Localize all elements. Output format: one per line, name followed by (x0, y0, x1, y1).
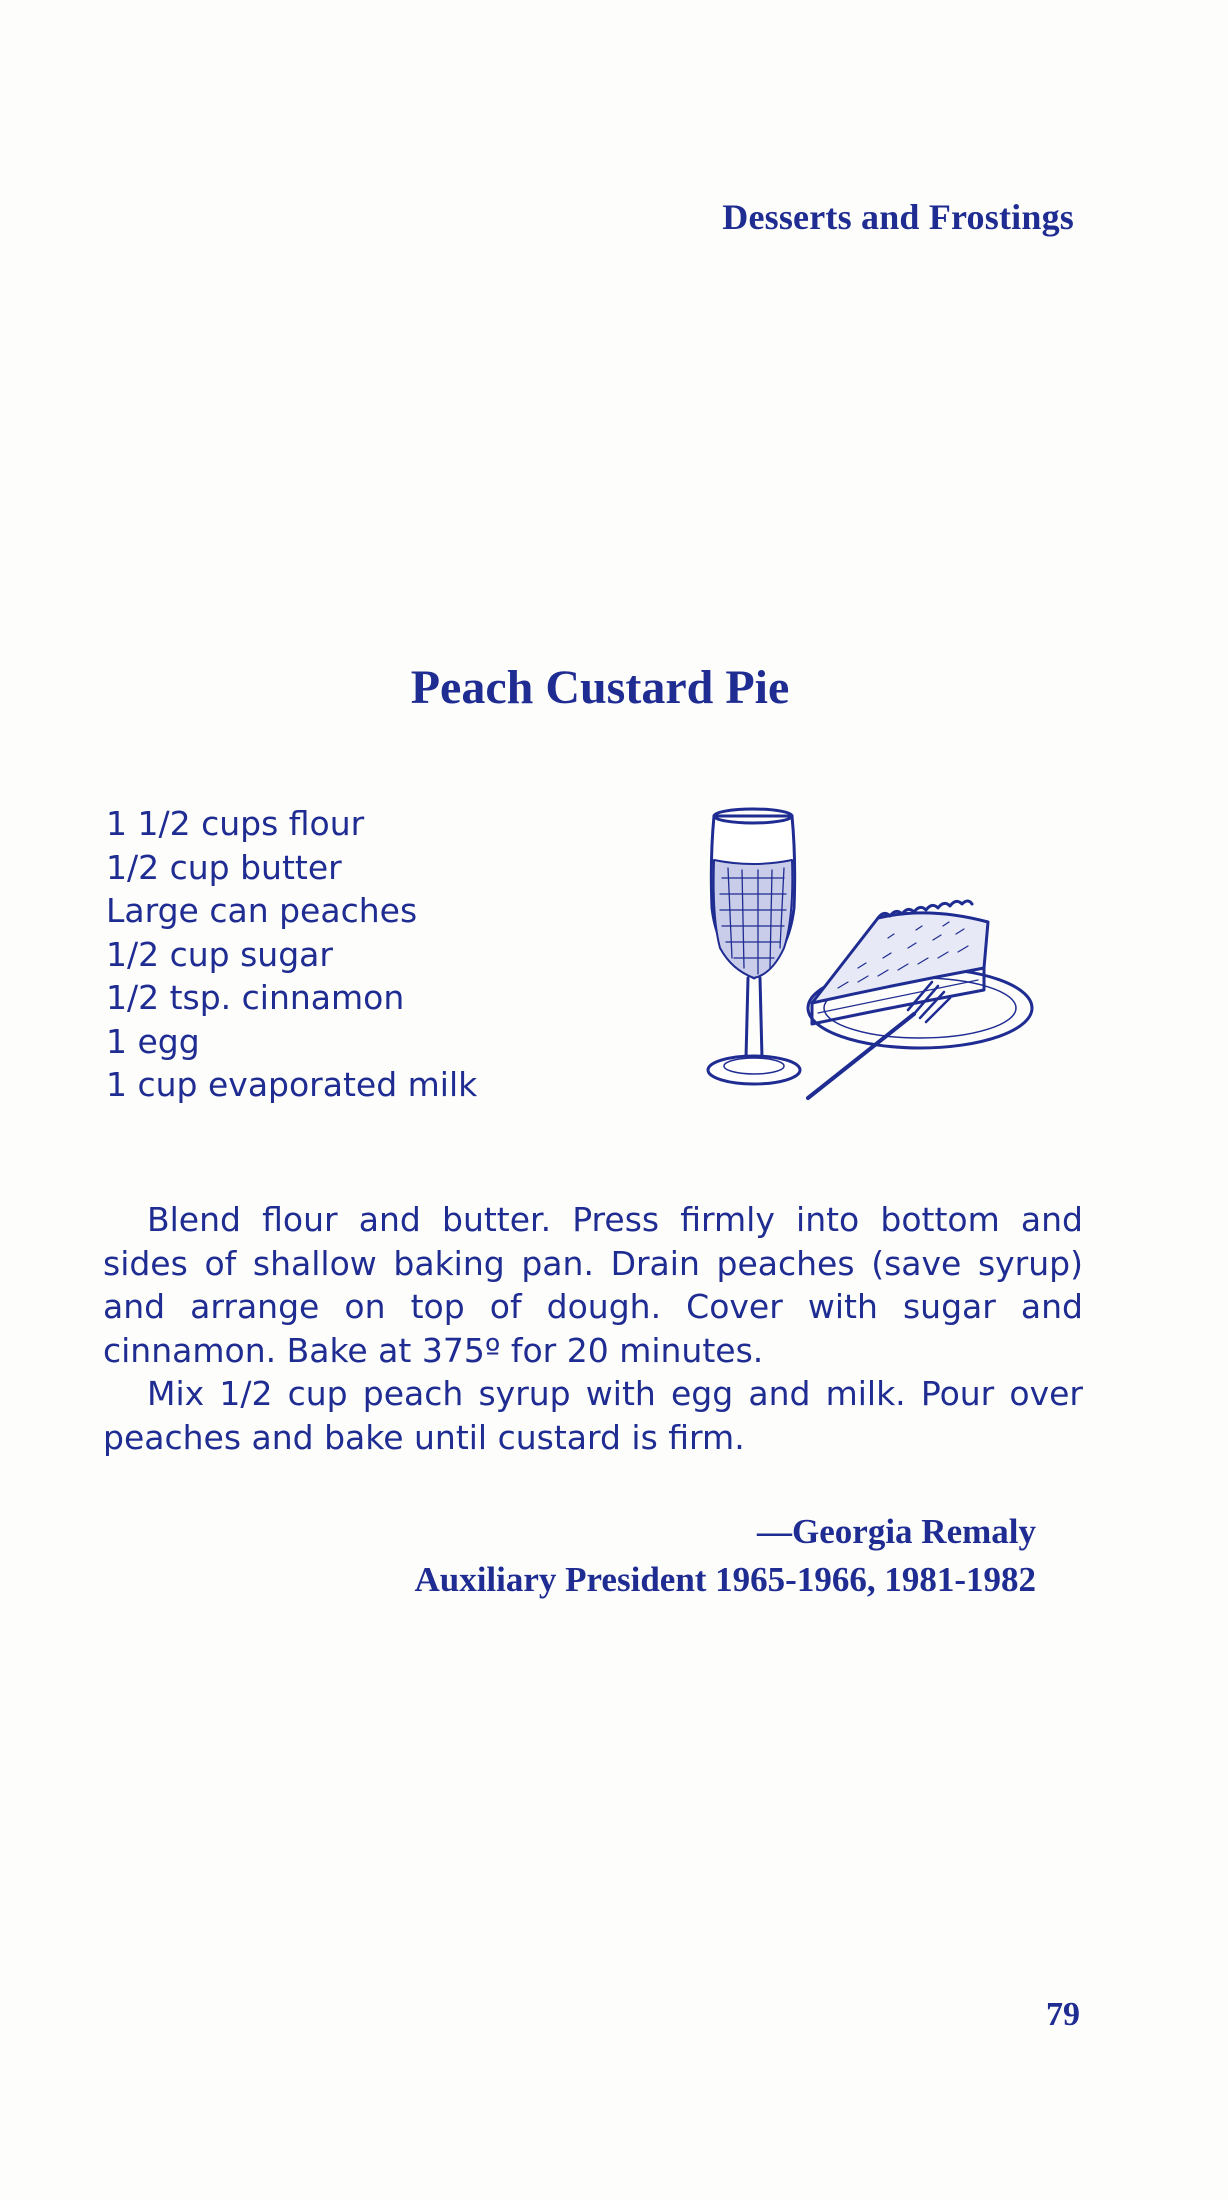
ingredient-list (106, 802, 477, 1107)
ingredient-item: 1 1/2 cups flour (106, 804, 365, 843)
ingredient-item: 1/2 cup sugar (106, 934, 333, 974)
glass-and-pie-slice-icon (688, 798, 1038, 1128)
recipe-directions (103, 1198, 1083, 1459)
section-header: Desserts and Frostings (722, 197, 1074, 237)
ingredient-item: 1 cup evaporated milk (106, 1065, 478, 1104)
direction-paragraph: Mix 1/2 cup peach syrup with egg and milk. Pour over peaches and bake until custard is firm. (103, 1374, 1083, 1457)
ingredient-item: Large can peaches (106, 891, 418, 930)
ingredient-item: 1 egg (106, 1021, 200, 1061)
page-number: 79 (1046, 1996, 1080, 2033)
ingredient-item: 1/2 tsp. cinnamon (106, 978, 405, 1017)
recipe-title (0, 660, 1228, 715)
contributor-role: Auxiliary President 1965-1966, 1981-1982 (414, 1560, 1036, 1599)
recipe-title-text: Peach Custard Pie (410, 661, 790, 714)
direction-paragraph: Blend flour and butter. Press firmly into bottom and sides of shallow baking pan. Drain peaches (save syrup) and arrange on top of dough. Cover with sugar and cinnamon. Bake at 375º for 20 minutes. (103, 1200, 1083, 1370)
recipe-attribution (414, 1508, 1036, 1604)
contributor-name: —Georgia Remaly (757, 1512, 1036, 1551)
ingredient-item: 1/2 cup butter (106, 847, 342, 887)
